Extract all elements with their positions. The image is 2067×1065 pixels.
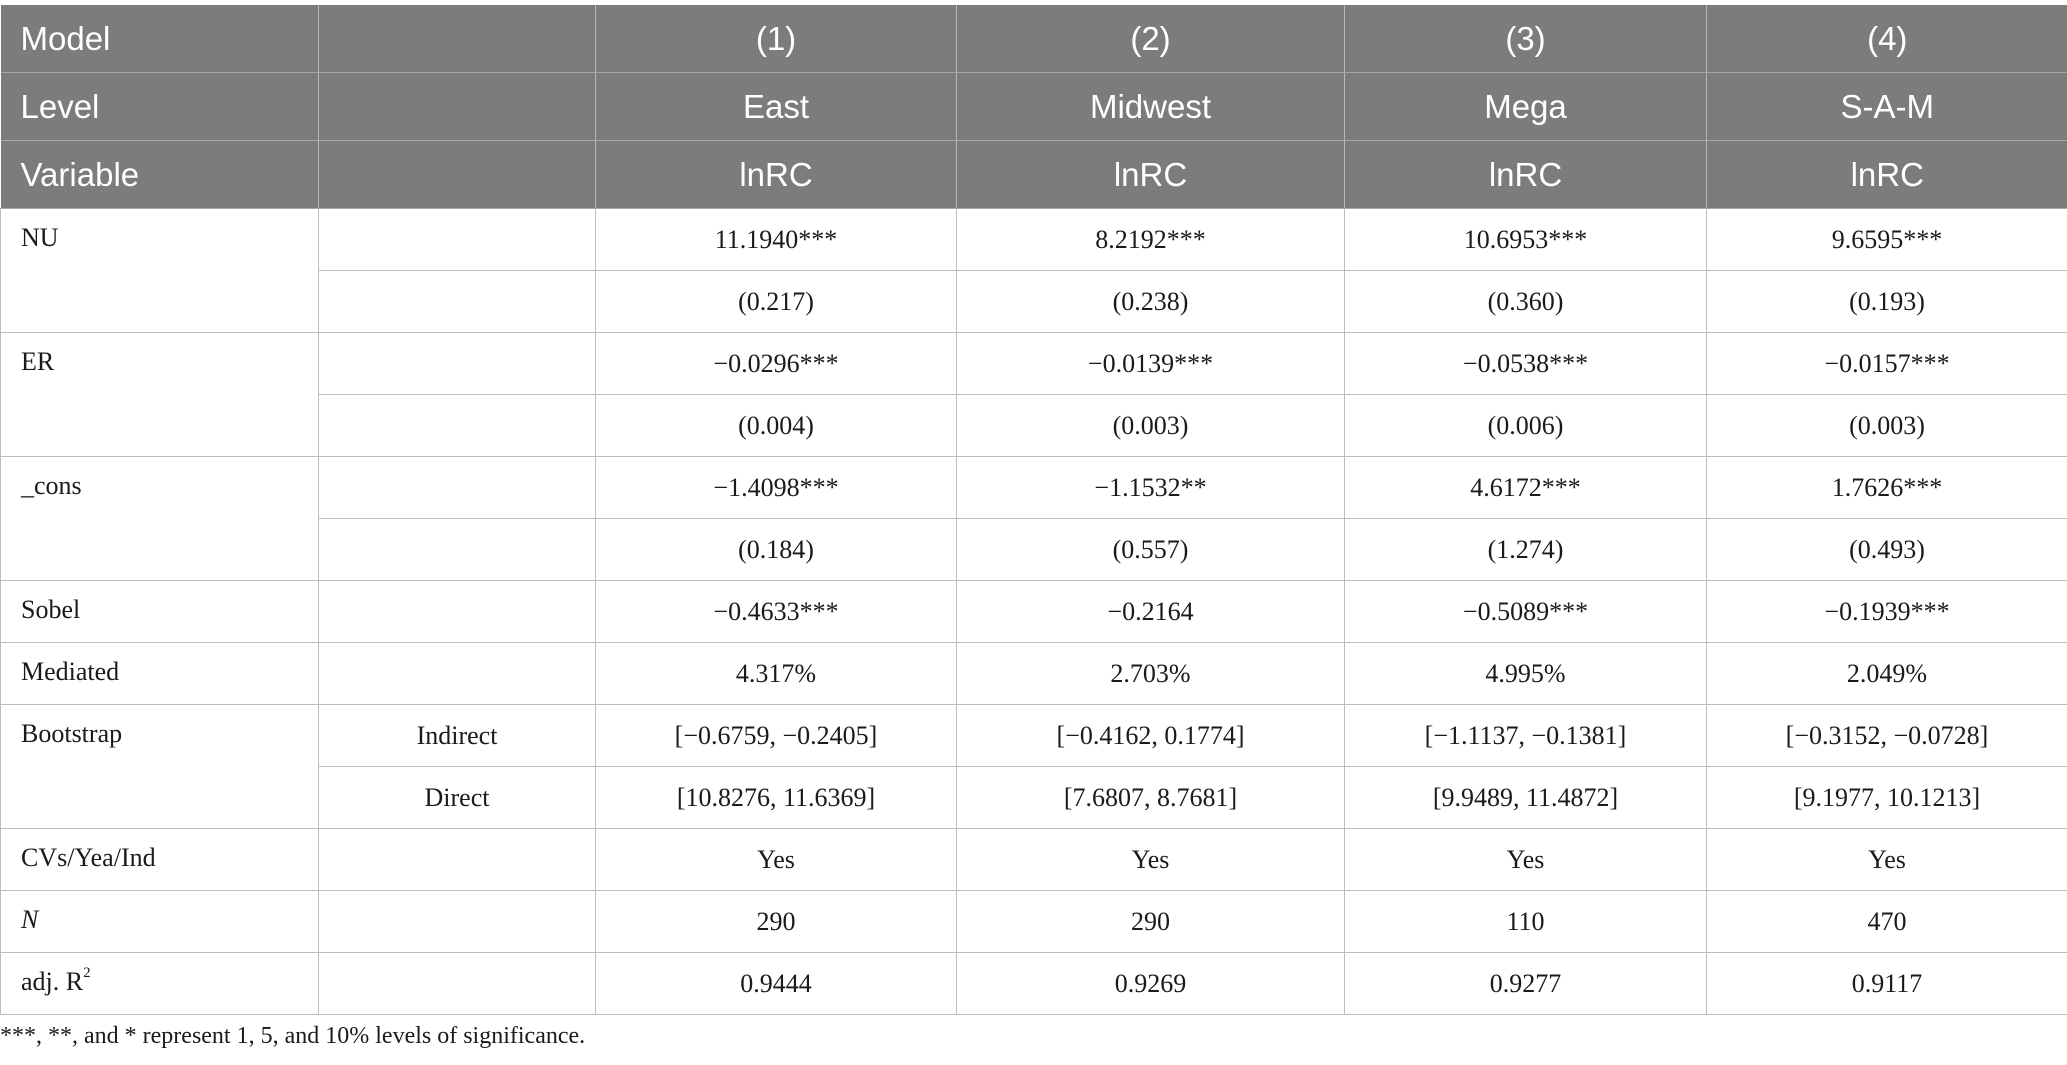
row-label-r2-text: adj. R: [21, 967, 84, 996]
cell-cvs-3: Yes: [1345, 829, 1707, 891]
cell-er-coef-3: −0.0538***: [1345, 333, 1707, 395]
row-label-r2-sup: 2: [83, 965, 91, 981]
regression-table-container: [0, 5, 2067, 1015]
cell-sobel-4: −0.1939***: [1707, 581, 2067, 643]
cell-sobel-3: −0.5089***: [1345, 581, 1707, 643]
row-label-cvs: CVs/Yea/Ind: [1, 829, 319, 891]
header-level-1: East: [596, 73, 957, 141]
cell-er-coef-2: −0.0139***: [957, 333, 1345, 395]
header-model-3: (3): [1345, 5, 1707, 73]
cell-er-coef-4: −0.0157***: [1707, 333, 2067, 395]
cell-mediated-4: 2.049%: [1707, 643, 2067, 705]
header-variable-3: lnRC: [1345, 141, 1707, 209]
table-row-sobel: [1, 581, 2067, 643]
header-row-level: [1, 73, 2067, 141]
table-header: [1, 5, 2067, 209]
row-label-mediated: Mediated: [1, 643, 319, 705]
row-label-er: ER: [1, 333, 319, 457]
sub-label-indirect: Indirect: [319, 705, 596, 767]
cell-n-1: 290: [596, 891, 957, 953]
cell-direct-2: [7.6807, 8.7681]: [957, 767, 1345, 829]
table-body: [1, 209, 2067, 1015]
sub-blank: [319, 209, 596, 271]
cell-n-4: 470: [1707, 891, 2067, 953]
cell-cons-se-2: (0.557): [957, 519, 1345, 581]
cell-cons-coef-4: 1.7626***: [1707, 457, 2067, 519]
sub-blank: [319, 519, 596, 581]
cell-mediated-1: 4.317%: [596, 643, 957, 705]
row-label-bootstrap: Bootstrap: [1, 705, 319, 829]
cell-cvs-4: Yes: [1707, 829, 2067, 891]
row-label-sobel: Sobel: [1, 581, 319, 643]
cell-er-coef-1: −0.0296***: [596, 333, 957, 395]
cell-direct-4: [9.1977, 10.1213]: [1707, 767, 2067, 829]
regression-table: [0, 5, 2067, 1015]
header-blank: [319, 5, 596, 73]
header-level-3: Mega: [1345, 73, 1707, 141]
table-row-bootstrap-indirect: [1, 705, 2067, 767]
sub-blank: [319, 333, 596, 395]
row-label-n: N: [1, 891, 319, 953]
cell-indirect-2: [−0.4162, 0.1774]: [957, 705, 1345, 767]
table-row-r2: [1, 953, 2067, 1015]
cell-sobel-1: −0.4633***: [596, 581, 957, 643]
header-blank: [319, 73, 596, 141]
cell-er-se-1: (0.004): [596, 395, 957, 457]
cell-nu-coef-3: 10.6953***: [1345, 209, 1707, 271]
header-variable-2: lnRC: [957, 141, 1345, 209]
table-row-cons-coef: [1, 457, 2067, 519]
row-label-cons: _cons: [1, 457, 319, 581]
cell-nu-se-1: (0.217): [596, 271, 957, 333]
row-label-nu: NU: [1, 209, 319, 333]
cell-cons-se-4: (0.493): [1707, 519, 2067, 581]
cell-cons-se-3: (1.274): [1345, 519, 1707, 581]
cell-sobel-2: −0.2164: [957, 581, 1345, 643]
cell-cons-coef-2: −1.1532**: [957, 457, 1345, 519]
sub-blank: [319, 271, 596, 333]
cell-indirect-1: [−0.6759, −0.2405]: [596, 705, 957, 767]
cell-r2-4: 0.9117: [1707, 953, 2067, 1015]
table-row-cvs: [1, 829, 2067, 891]
cell-direct-3: [9.9489, 11.4872]: [1345, 767, 1707, 829]
sub-blank: [319, 643, 596, 705]
cell-cons-coef-3: 4.6172***: [1345, 457, 1707, 519]
sub-blank: [319, 457, 596, 519]
cell-nu-se-3: (0.360): [1345, 271, 1707, 333]
cell-nu-se-2: (0.238): [957, 271, 1345, 333]
row-label-r2: [1, 953, 319, 1015]
header-variable-4: lnRC: [1707, 141, 2067, 209]
sub-blank: [319, 581, 596, 643]
header-model-1: (1): [596, 5, 957, 73]
header-row-model: [1, 5, 2067, 73]
cell-nu-se-4: (0.193): [1707, 271, 2067, 333]
header-model-2: (2): [957, 5, 1345, 73]
sub-blank: [319, 395, 596, 457]
cell-nu-coef-1: 11.1940***: [596, 209, 957, 271]
cell-n-3: 110: [1345, 891, 1707, 953]
cell-r2-1: 0.9444: [596, 953, 957, 1015]
sub-blank: [319, 891, 596, 953]
header-label-variable: Variable: [1, 141, 319, 209]
cell-er-se-4: (0.003): [1707, 395, 2067, 457]
sub-blank: [319, 829, 596, 891]
cell-n-2: 290: [957, 891, 1345, 953]
cell-nu-coef-4: 9.6595***: [1707, 209, 2067, 271]
header-variable-1: lnRC: [596, 141, 957, 209]
cell-direct-1: [10.8276, 11.6369]: [596, 767, 957, 829]
header-model-4: (4): [1707, 5, 2067, 73]
cell-mediated-3: 4.995%: [1345, 643, 1707, 705]
cell-er-se-2: (0.003): [957, 395, 1345, 457]
cell-er-se-3: (0.006): [1345, 395, 1707, 457]
cell-indirect-3: [−1.1137, −0.1381]: [1345, 705, 1707, 767]
header-blank: [319, 141, 596, 209]
table-row-mediated: [1, 643, 2067, 705]
sub-label-direct: Direct: [319, 767, 596, 829]
cell-cvs-2: Yes: [957, 829, 1345, 891]
cell-r2-2: 0.9269: [957, 953, 1345, 1015]
table-row-nu-coef: [1, 209, 2067, 271]
header-level-4: S-A-M: [1707, 73, 2067, 141]
sub-blank: [319, 953, 596, 1015]
table-footnote: ***, **, and * represent 1, 5, and 10% levels of significance.: [0, 1023, 586, 1049]
cell-mediated-2: 2.703%: [957, 643, 1345, 705]
table-row-er-coef: [1, 333, 2067, 395]
table-row-n: [1, 891, 2067, 953]
header-label-level: Level: [1, 73, 319, 141]
header-row-variable: [1, 141, 2067, 209]
cell-nu-coef-2: 8.2192***: [957, 209, 1345, 271]
header-level-2: Midwest: [957, 73, 1345, 141]
cell-indirect-4: [−0.3152, −0.0728]: [1707, 705, 2067, 767]
cell-cvs-1: Yes: [596, 829, 957, 891]
cell-cons-se-1: (0.184): [596, 519, 957, 581]
cell-r2-3: 0.9277: [1345, 953, 1707, 1015]
cell-cons-coef-1: −1.4098***: [596, 457, 957, 519]
header-label-model: Model: [1, 5, 319, 73]
